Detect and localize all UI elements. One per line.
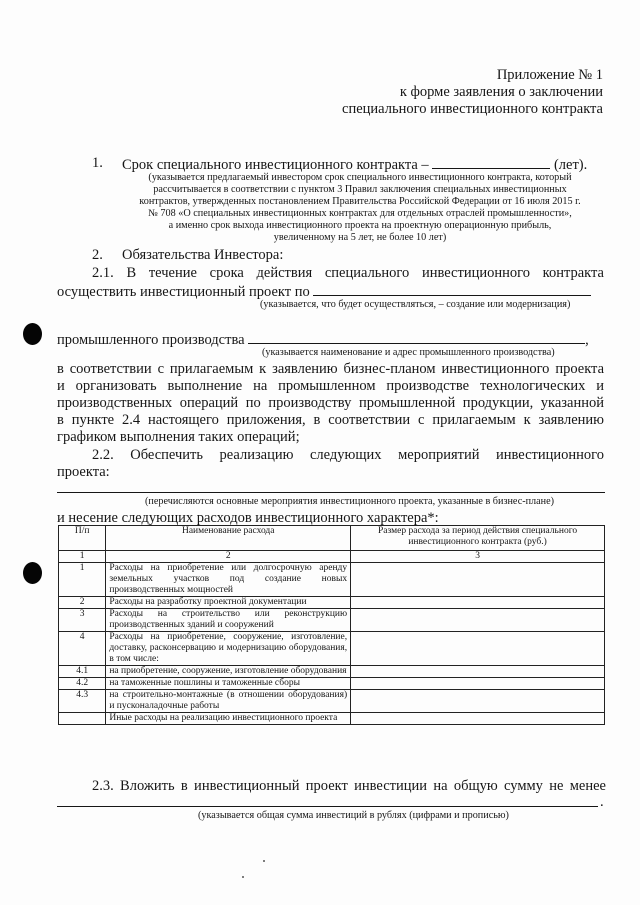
row-num: 4.2 [59, 678, 106, 690]
header-num: П/п [59, 526, 106, 551]
p21-note1: (указывается, что будет осуществляться, – создание или модернизация) [260, 299, 571, 310]
appendix-subtitle-1: к форме заявления о заключении [399, 84, 603, 100]
row-value-cell[interactable] [351, 666, 605, 678]
colnum-2: 2 [106, 551, 351, 563]
p21-body-3: производственных операций по производству промышленной продукции, указанной [57, 395, 604, 411]
row-name: Расходы на приобретение или долгосрочную аренду земельных участков под создание новых производственных мощностей [106, 563, 351, 597]
p21-body-1: в соответствии с прилагаемым к заявлению бизнес-планом инвестиционного проекта [57, 361, 604, 377]
table-row [59, 690, 605, 713]
p21-note2: (указывается наименование и адрес промышленного производства) [262, 347, 555, 358]
p23-note: (указывается общая сумма инвестиций в рублях (цифрами и прописью) [198, 810, 509, 821]
row-num: 3 [59, 609, 106, 632]
p21-body-last: графиком выполнения таких операций; [57, 429, 300, 445]
item2-title: Обязательства Инвестора: [122, 247, 284, 263]
table-row [59, 666, 605, 678]
p23-end: . [600, 794, 604, 810]
p21-body-4: в пункте 2.4 настоящего приложения, в соответствии с прилагаемым к заявлению [57, 412, 604, 428]
item1-number: 1. [92, 155, 103, 171]
item1-note-line: рассчитывается в соответствии с пунктом 3 Правил заключения специальных инвестиционных [153, 184, 567, 195]
p21-comma: , [585, 332, 589, 348]
appendix-title: Приложение № 1 [496, 67, 603, 83]
table-row [59, 563, 605, 597]
p23-line1: 2.3. Вложить в инвестиционный проект инвестиции на общую сумму не менее [92, 778, 606, 794]
row-num: 4.1 [59, 666, 106, 678]
row-num: 4 [59, 632, 106, 666]
appendix-subtitle-2: специального инвестиционного контракта [342, 101, 603, 117]
colnum-3: 3 [351, 551, 605, 563]
row-value-cell[interactable] [351, 690, 605, 713]
p21-body-2: и организовать выполнение на промышленном производстве технологических и [57, 378, 604, 394]
item1-term-field[interactable] [432, 155, 550, 169]
p22-measures-field[interactable] [57, 492, 605, 493]
row-value-cell[interactable] [351, 563, 605, 597]
p22-line1: 2.2. Обеспечить реализацию следующих мероприятий инвестиционного [92, 447, 604, 463]
item2-number: 2. [92, 247, 103, 263]
row-name: Расходы на приобретение, сооружение, изготовление, доставку, расконсервацию и модернизацию оборудования, в том числе: [106, 632, 351, 666]
item1-note-line: увеличенному на 5 лет, не более 10 лет) [273, 232, 447, 243]
p21-project-field[interactable] [313, 282, 591, 296]
table-row [59, 632, 605, 666]
item1-note-line: (указывается предлагаемый инвестором срок специального инвестиционного контракта, который [148, 172, 572, 183]
table-header-row [59, 526, 605, 551]
item1-text: Срок специального инвестиционного контракта – [122, 157, 429, 173]
row-value-cell[interactable] [351, 597, 605, 609]
row-num: 2 [59, 597, 106, 609]
row-num: 1 [59, 563, 106, 597]
header-name: Наименование расхода [106, 526, 351, 551]
p21-project-label: осуществить инвестиционный проект по [57, 284, 310, 300]
table-colnum-row [59, 551, 605, 563]
item1-note [100, 172, 620, 244]
row-value-cell[interactable] [351, 713, 605, 725]
p22-line2: проекта: [57, 464, 110, 480]
colnum-1: 1 [59, 551, 106, 563]
scan-speck [263, 860, 265, 862]
p21-prod-label: промышленного производства [57, 332, 245, 348]
row-value-cell[interactable] [351, 632, 605, 666]
row-name: на строительно-монтажные (в отношении оборудования) и пусконаладочные работы [106, 690, 351, 713]
row-num: 4.3 [59, 690, 106, 713]
row-name: Расходы на строительство или реконструкцию производственных зданий и сооружений [106, 609, 351, 632]
row-name: на таможенные пошлины и таможенные сборы [106, 678, 351, 690]
table-row [59, 597, 605, 609]
row-value-cell[interactable] [351, 678, 605, 690]
p21-prod-field[interactable] [248, 330, 585, 344]
row-value-cell[interactable] [351, 609, 605, 632]
row-name: на приобретение, сооружение, изготовление оборудования [106, 666, 351, 678]
p23-amount-field[interactable] [57, 806, 598, 807]
table-row [59, 678, 605, 690]
p22-after: и несение следующих расходов инвестиционного характера*: [57, 510, 439, 526]
table-row [59, 713, 605, 725]
row-name: Иные расходы на реализацию инвестиционного проекта [106, 713, 351, 725]
item1-note-line: № 708 «О специальных инвестиционных контрактах для отдельных отраслей промышленности», [148, 208, 572, 219]
table-row [59, 609, 605, 632]
header-value: Размер расхода за период действия специального инвестиционного контракта (руб.) [351, 526, 605, 551]
expenses-table [58, 525, 605, 725]
item1-note-line: а именно срок выхода инвестиционного проекта на проектную операционную прибыль, [168, 220, 552, 231]
binder-hole-top [23, 323, 42, 345]
item1-note-line: контрактов, утвержденных постановлением Правительства Российской Федерации от 16 июля 2015 г. [139, 196, 581, 207]
row-name: Расходы на разработку проектной документации [106, 597, 351, 609]
p22-note: (перечисляются основные мероприятия инвестиционного проекта, указанные в бизнес-плане) [145, 496, 555, 507]
p21-line1: 2.1. В течение срока действия специального инвестиционного контракта [92, 265, 604, 281]
item1-suffix: (лет). [553, 157, 588, 173]
row-num [59, 713, 106, 725]
binder-hole-bottom [23, 562, 42, 584]
scan-speck [242, 876, 244, 878]
